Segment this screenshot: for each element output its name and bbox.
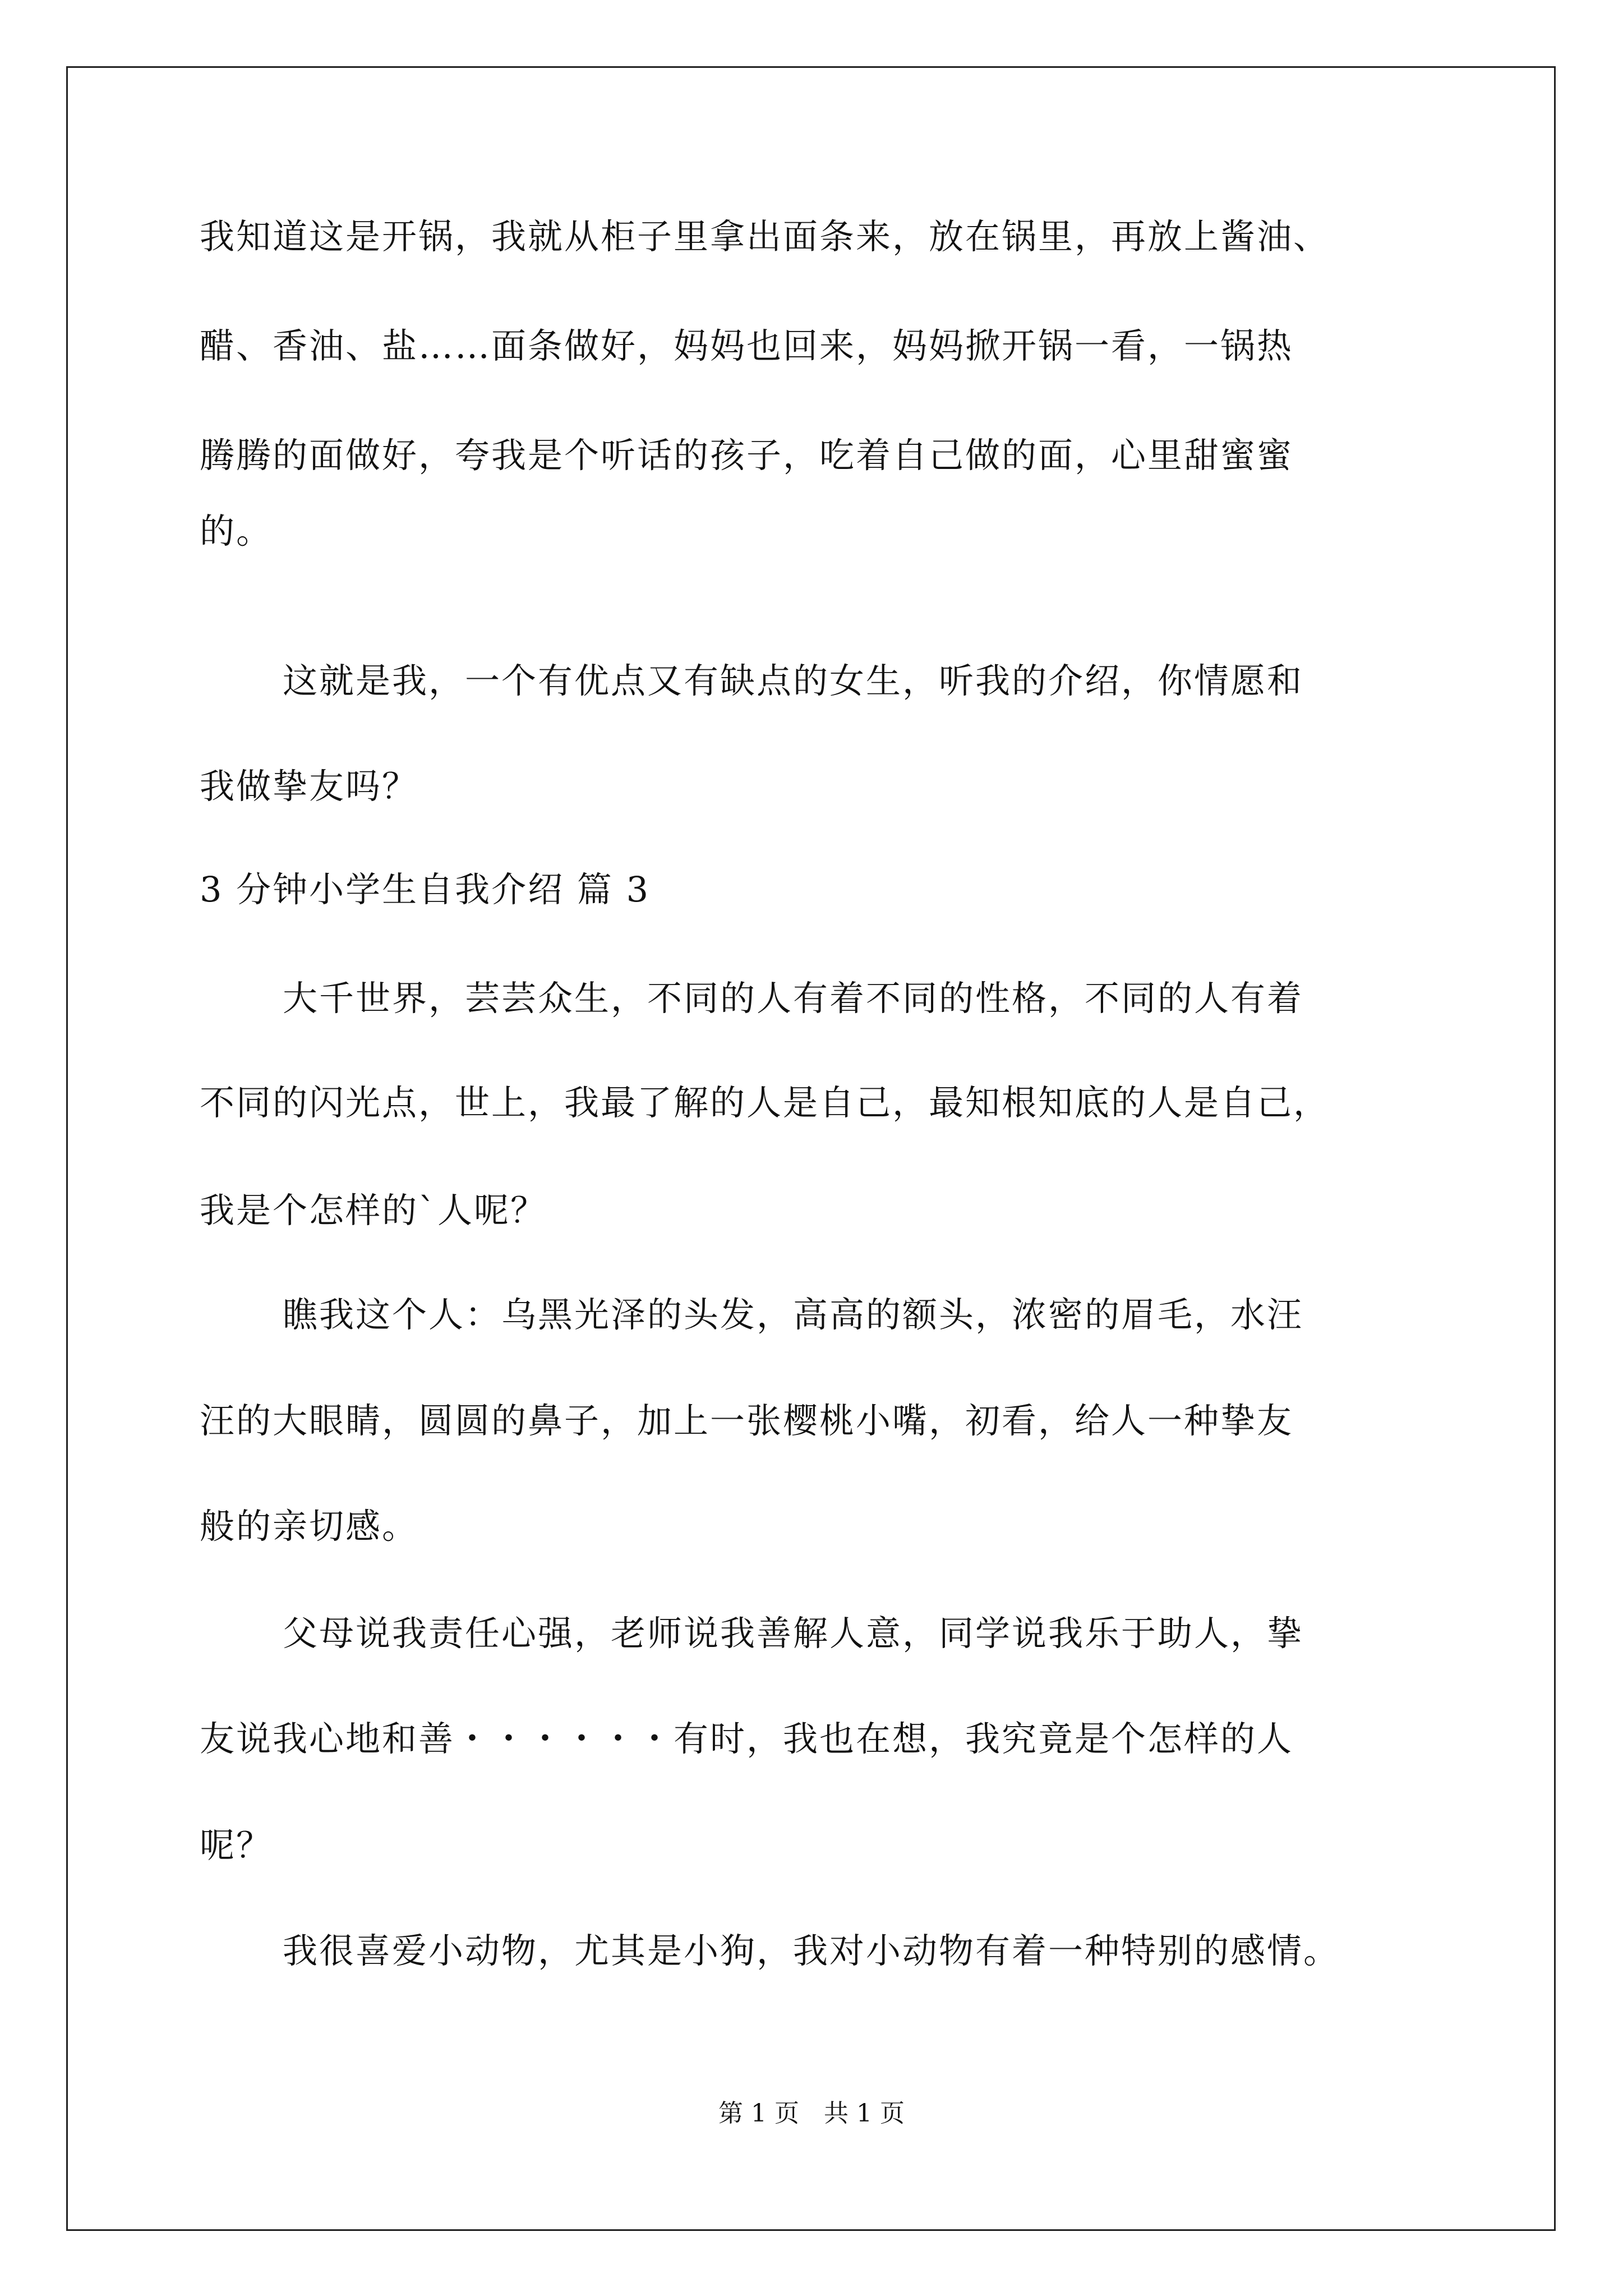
page-border bbox=[66, 66, 1556, 2231]
text-line: 我是个怎样的`人呢？ bbox=[200, 1190, 547, 1231]
text-line: 般的亲切感。 bbox=[200, 1506, 419, 1547]
text-line: 我做挚友吗？ bbox=[200, 766, 419, 807]
section-heading: 3 分钟小学生自我介绍 篇 3 bbox=[200, 869, 651, 910]
text-line: 大千世界，芸芸众生，不同的人有着不同的性格，不同的人有着 bbox=[283, 978, 1304, 1019]
page-footer: 第 1 页 共 1 页 bbox=[718, 2099, 905, 2128]
text-line: 腾腾的面做好，夸我是个听话的孩子，吃着自己做的面，心里甜蜜蜜 bbox=[200, 435, 1294, 476]
text-line: 这就是我，一个有优点又有缺点的女生，听我的介绍，你情愿和 bbox=[283, 660, 1304, 701]
text-line: 友说我心地和善・・・・・・有时，我也在想，我究竟是个怎样的人 bbox=[200, 1718, 1294, 1759]
text-line: 汪的大眼睛，圆圆的鼻子，加上一张樱桃小嘴，初看，给人一种挚友 bbox=[200, 1400, 1294, 1441]
text-line: 呢？ bbox=[200, 1825, 273, 1866]
text-line: 不同的闪光点，世上，我最了解的人是自己，最知根知底的人是自己， bbox=[200, 1082, 1330, 1123]
text-line: 瞧我这个人：乌黑光泽的头发，高高的额头，浓密的眉毛，水汪 bbox=[283, 1294, 1304, 1335]
text-line: 我知道这是开锅，我就从柜子里拿出面条来，放在锅里，再放上酱油、 bbox=[200, 216, 1330, 257]
text-line: 醋、香油、盐……面条做好，妈妈也回来，妈妈掀开锅一看，一锅热 bbox=[200, 325, 1294, 366]
text-line: 我很喜爱小动物，尤其是小狗，我对小动物有着一种特别的感情。 bbox=[283, 1930, 1340, 1971]
text-line: 的。 bbox=[200, 510, 273, 551]
text-line: 父母说我责任心强，老师说我善解人意，同学说我乐于助人，挚 bbox=[283, 1613, 1304, 1654]
